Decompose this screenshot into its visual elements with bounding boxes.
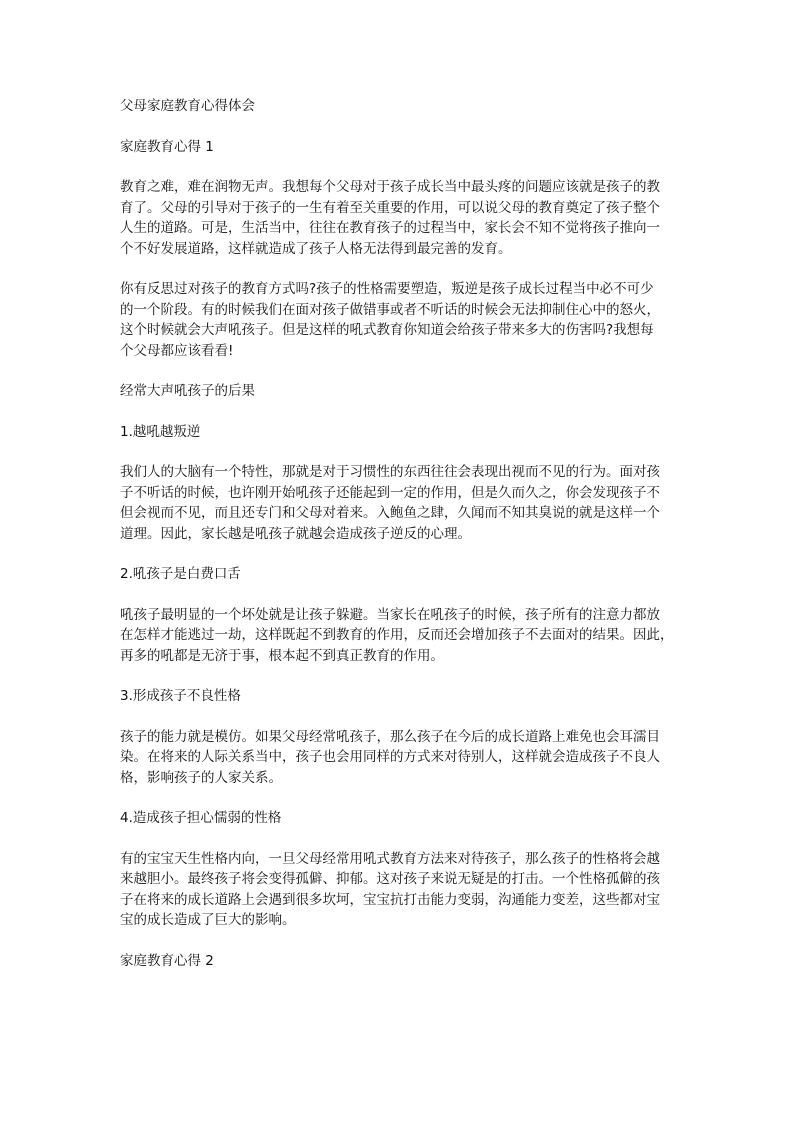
text-line: 子在将来的成长道路上会遇到很多坎坷，宝宝抗打击能力变弱，沟通能力变差，这些都对宝 [120, 891, 660, 908]
text-line: 吼孩子最明显的一个坏处就是让孩子躲避。当家长在吼孩子的时候，孩子所有的注意力都放 [120, 606, 660, 623]
intro-paragraph-1 [120, 177, 675, 259]
item-4-heading: 4.造成孩子担心懦弱的性格 [120, 810, 282, 826]
item-2-paragraph [120, 605, 675, 667]
item-4-paragraph [120, 849, 675, 931]
text-line: 你有反思过对孩子的教育方式吗?孩子的性格需要塑造，叛逆是孩子成长过程当中必不可少 [120, 281, 654, 297]
item-3-paragraph [120, 727, 675, 789]
item-1-heading: 1.越吼越叛逆 [120, 423, 201, 440]
document-title: 父母家庭教育心得体会 [120, 98, 255, 114]
text-line: 子不听话的时候，也许刚开始吼孩子还能起到一定的作用，但是久而久之，你会发现孩子不 [120, 484, 660, 501]
text-line: 但会视而不见，而且还专门和父母对着来。入鲍鱼之肆，久闻而不知其臭说的就是这样一个 [120, 505, 660, 521]
text-line: 的一个阶段。有的时候我们在面对孩子做错事或者不听话的时候会无法抑制住心中的怒火， [120, 301, 660, 318]
text-line: 道理。因此，家长越是吼孩子就越会造成孩子逆反的心理。 [120, 525, 471, 542]
text-line: 宝的成长造成了巨大的影响。 [120, 912, 296, 928]
text-line: 格，影响孩子的人家关系。 [120, 769, 282, 786]
item-2-heading: 2.吼孩子是白费口舌 [120, 566, 241, 582]
text-line: 个父母都应该看看! [120, 342, 234, 359]
item-1-paragraph [120, 462, 675, 544]
document-page [120, 96, 675, 991]
intro-paragraph-2 [120, 279, 675, 361]
text-line: 这个时候就会大声吼孩子。但是这样的吼式教育你知道会给孩子带来多大的伤害吗?我想每 [120, 322, 654, 338]
text-line: 教育之难，难在润物无声。我想每个父母对于孩子成长当中最头疼的问题应该就是孩子的教 [120, 179, 660, 195]
text-line: 来越胆小。最终孩子将会变得孤僻、抑郁。这对孩子来说无疑是的打击。一个性格孤僻的孩 [120, 871, 660, 887]
text-line: 我们人的大脑有一个特性，那就是对于习惯性的东西往往会表现出视而不见的行为。面对孩 [120, 464, 660, 480]
text-line: 育了。父母的引导对于孩子的一生有着至关重要的作用，可以说父母的教育奠定了孩子整个 [120, 199, 660, 216]
section-1-heading: 家庭教育心得 1 [120, 138, 214, 155]
text-line: 人生的道路。可是，生活当中，往往在教育孩子的过程当中，家长会不知不觉将孩子推向一 [120, 220, 660, 236]
consequences-heading: 经常大声吼孩子的后果 [120, 383, 255, 399]
text-line: 在怎样才能逃过一劫，这样既起不到教育的作用，反而还会增加孩子不去面对的结果。因此， [120, 627, 674, 643]
text-line: 有的宝宝天生性格内向，一旦父母经常用吼式教育方法来对待孩子，那么孩子的性格将会越 [120, 850, 660, 867]
text-line: 个不好发展道路，这样就造成了孩子人格无法得到最完善的发育。 [120, 240, 512, 257]
section-2-heading: 家庭教育心得 2 [120, 952, 214, 969]
text-line: 再多的吼都是无济于事，根本起不到真正教育的作用。 [120, 647, 444, 664]
text-line: 染。在将来的人际关系当中，孩子也会用同样的方式来对待别人，这样就会造成孩子不良人 [120, 749, 660, 765]
text-line: 孩子的能力就是模仿。如果父母经常吼孩子，那么孩子在今后的成长道路上难免也会耳濡目 [120, 728, 660, 745]
item-3-heading: 3.形成孩子不良性格 [120, 688, 241, 704]
